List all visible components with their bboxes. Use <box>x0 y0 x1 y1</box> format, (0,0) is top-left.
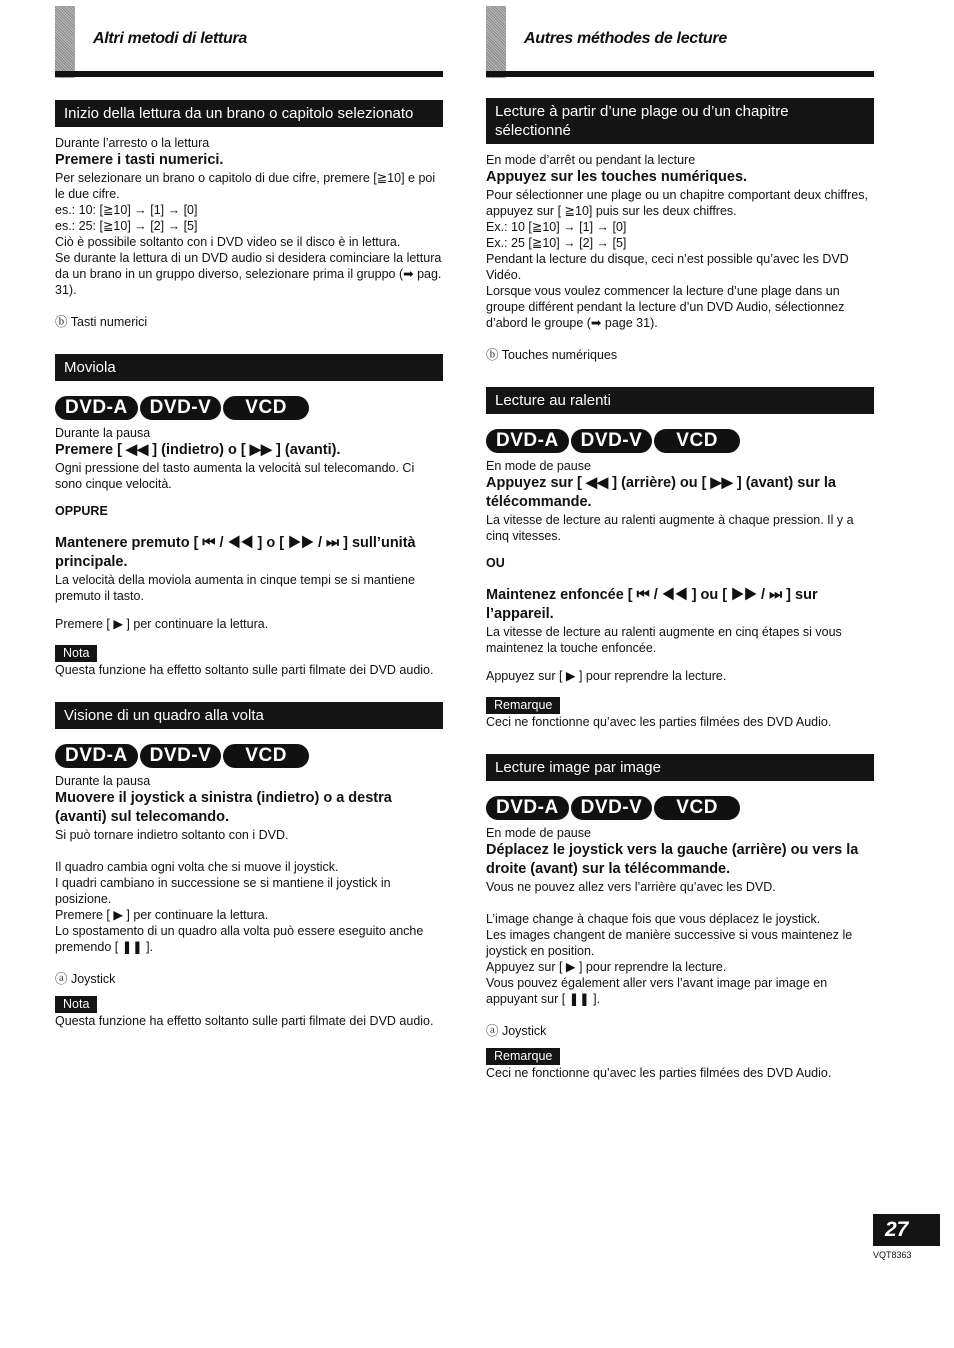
condition: En mode d’arrêt ou pendant la lecture <box>486 153 696 167</box>
section-title: Inizio della lettura da un brano o capitolo selezionato <box>55 100 443 127</box>
section-title: Lecture image par image <box>486 754 874 781</box>
text: I quadri cambiano in successione se si mantiene il joystick in posizione. <box>55 876 391 906</box>
text: Appuyez sur [ ▶ ] pour reprendre la lecture. <box>486 960 727 974</box>
condition: Durante la pausa <box>55 774 151 788</box>
text: Lo spostamento di un quadro alla volta può essere eseguito anche premendo [ ❚❚ ]. <box>55 924 424 954</box>
text: Les images changent de manière successive si vous maintenez le joystick en position. <box>486 928 853 958</box>
note-text: Questa funzione ha effetto soltanto sulle parti filmate dei DVD audio. <box>55 1014 434 1028</box>
text: Ex.: 10 [≧10] → [1] → [0] <box>486 220 627 234</box>
text: Vous ne pouvez allez vers l’arrière qu’avec les DVD. <box>486 880 776 894</box>
vcd-badge: VCD <box>654 429 740 453</box>
reference: ⓑ Touches numériques <box>486 348 618 362</box>
note-label: Remarque <box>486 1048 560 1065</box>
instruction: Premere [ ◀◀ ] (indietro) o [ ▶▶ ] (avanti). <box>55 442 341 458</box>
instruction: Appuyez sur [ ◀◀ ] (arrière) ou [ ▶▶ ] (avant) sur la télécommande. <box>486 475 836 510</box>
document-code: VQT8363 <box>873 1250 912 1260</box>
condition: Durante l’arresto o la lettura <box>55 136 210 150</box>
dvd-a-badge: DVD-A <box>55 396 138 420</box>
dvd-a-badge: DVD-A <box>486 429 569 453</box>
dvd-a-badge: DVD-A <box>55 744 138 768</box>
text: Lorsque vous voulez commencer la lecture d’une plage dans un groupe différent pendant la lecture d’un DVD Audio, sélectionnez d’abord le groupe (➡ page 31). <box>486 284 845 330</box>
disc-badges <box>55 743 443 769</box>
text: Ogni pressione del tasto aumenta la velocità sul telecomando. Ci sono cinque velocità. <box>55 461 415 491</box>
text: L’image change à chaque fois que vous déplacez le joystick. <box>486 912 821 926</box>
text: Vous pouvez également aller vers l’avant image par image en appuyant sur [ ❚❚ ]. <box>486 976 828 1006</box>
text: Per selezionare un brano o capitolo di due cifre, premere [≧10] e poi le due cifre. <box>55 171 436 201</box>
header-marker <box>55 6 75 78</box>
note-text: Ceci ne fonctionne qu’avec les parties filmées des DVD Audio. <box>486 715 832 729</box>
instruction: Muovere il joystick a sinistra (indietro) o a destra (avanti) sul telecomando. <box>55 790 392 825</box>
header-marker <box>486 6 506 78</box>
section-title: Visione di un quadro alla volta <box>55 702 443 729</box>
page-header-fr <box>486 0 874 80</box>
header-title: Autres méthodes de lecture <box>524 30 727 47</box>
text: Appuyez sur [ ▶ ] pour reprendre la lecture. <box>486 669 727 683</box>
page-header-it <box>55 0 443 80</box>
dvd-v-badge: DVD-V <box>571 796 653 820</box>
note-label: Nota <box>55 645 97 662</box>
note-label: Nota <box>55 996 97 1013</box>
instruction: Déplacez le joystick vers la gauche (arrière) ou vers la droite (avant) sur la télécommande. <box>486 842 859 877</box>
reference: ⓑ Tasti numerici <box>55 315 148 329</box>
text: Ex.: 25 [≧10] → [2] → [5] <box>486 236 627 250</box>
header-rule <box>486 71 874 77</box>
note-text: Ceci ne fonctionne qu’avec les parties filmées des DVD Audio. <box>486 1066 832 1080</box>
text: Pendant la lecture du disque, ceci n’est possible qu’avec les DVD Vidéo. <box>486 252 849 282</box>
italian-column <box>55 0 443 1029</box>
condition: En mode de pause <box>486 826 591 840</box>
reference: ⓐ Joystick <box>486 1024 547 1038</box>
text: es.: 10: [≧10] → [1] → [0] <box>55 203 198 217</box>
text: Si può tornare indietro soltanto con i DVD. <box>55 828 289 842</box>
disc-badges <box>55 395 443 421</box>
disc-badges <box>486 428 874 454</box>
text: La vitesse de lecture au ralenti augmente à chaque pression. Il y a cinq vitesses. <box>486 513 854 543</box>
reference: ⓐ Joystick <box>55 972 116 986</box>
instruction: Mantenere premuto [ ⏮ / ◀◀ ] o [ ▶▶ / ⏭ ] sull’unità principale. <box>55 535 416 570</box>
dvd-v-badge: DVD-V <box>140 744 222 768</box>
vcd-badge: VCD <box>654 796 740 820</box>
text: es.: 25: [≧10] → [2] → [5] <box>55 219 198 233</box>
text: Se durante la lettura di un DVD audio si desidera cominciare la lettura da un brano in un gruppo diverso, selezionare prima il gruppo (➡ pag. 31). <box>55 251 442 297</box>
dvd-v-badge: DVD-V <box>140 396 222 420</box>
text: Premere [ ▶ ] per continuare la lettura. <box>55 908 269 922</box>
page-number: 27 <box>873 1214 940 1246</box>
section-title: Moviola <box>55 354 443 381</box>
text: La vitesse de lecture au ralenti augmente en cinq étapes si vous maintenez la touche enfoncée. <box>486 625 842 655</box>
french-column <box>486 0 874 1081</box>
dvd-v-badge: DVD-V <box>571 429 653 453</box>
condition: Durante la pausa <box>55 426 151 440</box>
header-rule <box>55 71 443 77</box>
text: La velocità della moviola aumenta in cinque tempi se si mantiene premuto il tasto. <box>55 573 415 603</box>
text: Il quadro cambia ogni volta che si muove il joystick. <box>55 860 339 874</box>
or-label: OPPURE <box>55 504 108 518</box>
condition: En mode de pause <box>486 459 591 473</box>
text: Premere [ ▶ ] per continuare la lettura. <box>55 617 269 631</box>
instruction: Premere i tasti numerici. <box>55 152 224 168</box>
instruction: Maintenez enfoncée [ ⏮ / ◀◀ ] ou [ ▶▶ / ⏭ ] sur l’appareil. <box>486 587 818 622</box>
header-title: Altri metodi di lettura <box>93 30 247 47</box>
text: Ciò è possibile soltanto con i DVD video se il disco è in lettura. <box>55 235 401 249</box>
vcd-badge: VCD <box>223 396 309 420</box>
section-title: Lecture au ralenti <box>486 387 874 414</box>
note-label: Remarque <box>486 697 560 714</box>
section-title: Lecture à partir d’une plage ou d’un chapitre sélectionné <box>486 98 874 144</box>
disc-badges <box>486 795 874 821</box>
vcd-badge: VCD <box>223 744 309 768</box>
or-label: OU <box>486 556 505 570</box>
text: Pour sélectionner une plage ou un chapitre comportant deux chiffres, appuyez sur [ ≧10] puis sur les deux chiffres. <box>486 188 868 218</box>
instruction: Appuyez sur les touches numériques. <box>486 169 748 185</box>
note-text: Questa funzione ha effetto soltanto sulle parti filmate dei DVD audio. <box>55 663 434 677</box>
dvd-a-badge: DVD-A <box>486 796 569 820</box>
